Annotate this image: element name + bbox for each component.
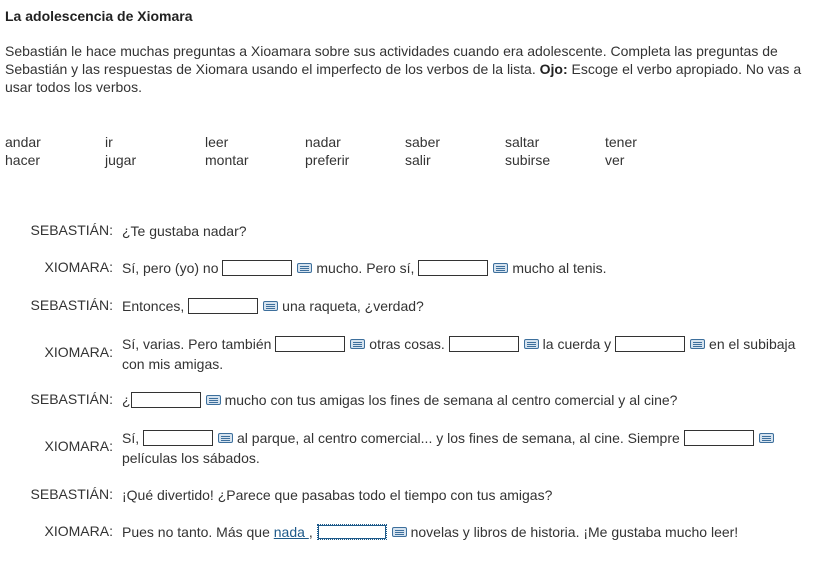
dialogue-text: la cuerda y — [542, 336, 616, 352]
verb-item: leer — [205, 134, 229, 150]
answer-input[interactable] — [131, 392, 201, 408]
dialogue-text: Pues no tanto. Más que — [122, 524, 274, 540]
dialogue-text: ¿Te gustaba nadar? — [122, 223, 247, 239]
answer-input[interactable] — [615, 336, 685, 352]
dialogue-line — [122, 334, 797, 374]
verb-item: subirse — [505, 152, 551, 168]
dialogue-text: ¿ — [122, 392, 131, 408]
verb-item: montar — [205, 152, 249, 168]
speaker-label: XIOMARA: — [44, 523, 113, 539]
verb-item: salir — [405, 152, 431, 168]
hint-link[interactable]: nada — [273, 524, 309, 540]
answer-input[interactable] — [449, 336, 519, 352]
keyboard-icon[interactable] — [218, 433, 233, 443]
verb-item: jugar — [105, 152, 137, 168]
verb-item: preferir — [305, 152, 350, 168]
instructions-text: Sebastián le hace muchas preguntas a Xioamara sobre sus actividades cuando era adolescente. Completa las preguntas de Sebastián y las respuestas de Xiomara usando el imperfecto de los verbos de la lista. — [5, 43, 778, 77]
dialogue-text: Sí, varias. Pero también — [122, 336, 276, 352]
verb-item: nadar — [305, 134, 341, 150]
verb-item: hacer — [5, 152, 41, 168]
instructions — [5, 42, 815, 96]
page-title: La adolescencia de Xiomara — [5, 8, 193, 24]
dialogue-text: Sí, — [122, 430, 144, 446]
dialogue-line — [122, 296, 424, 316]
verb-list — [5, 133, 705, 169]
keyboard-icon[interactable] — [350, 339, 365, 349]
dialogue-text: novelas y libros de historia. ¡Me gustaba mucho leer! — [410, 524, 739, 540]
dialogue-line — [122, 428, 797, 468]
speaker-label: SEBASTIÁN: — [30, 391, 113, 407]
answer-input[interactable] — [188, 298, 258, 314]
dialogue-line — [122, 258, 607, 278]
keyboard-icon[interactable] — [690, 339, 705, 349]
dialogue-line — [122, 221, 247, 241]
dialogue-text: al parque, al centro comercial... y los fines de semana, al cine. Siempre — [237, 430, 684, 446]
dialogue-text: , — [308, 524, 317, 540]
verb-item: ver — [605, 152, 625, 168]
dialogue-text: Sí, pero (yo) no — [122, 260, 223, 276]
keyboard-icon[interactable] — [206, 395, 221, 405]
verb-item: tener — [605, 134, 637, 150]
speaker-label: SEBASTIÁN: — [30, 297, 113, 313]
speaker-label: XIOMARA: — [44, 259, 113, 275]
dialogue-line — [122, 485, 552, 505]
dialogue-line — [122, 522, 738, 542]
dialogue-text: ¡Qué divertido! ¿Parece que pasabas todo el tiempo con tus amigas? — [122, 487, 553, 503]
dialogue-text: mucho con tus amigas los fines de semana al centro comercial y al cine? — [224, 392, 678, 408]
keyboard-icon[interactable] — [524, 339, 539, 349]
instructions-tail: Escoge el verbo apropiado. No vas a usar todos los verbos. — [5, 61, 802, 95]
verb-item: ir — [105, 134, 113, 150]
dialogue-text: otras cosas. — [369, 336, 449, 352]
keyboard-icon[interactable] — [263, 301, 278, 311]
dialogue-text: una raqueta, ¿verdad? — [282, 298, 424, 314]
verb-item: saber — [405, 134, 441, 150]
verb-row — [5, 133, 705, 151]
answer-input[interactable] — [418, 260, 488, 276]
dialogue-line — [122, 390, 677, 410]
dialogue-text: mucho. Pero sí, — [316, 260, 419, 276]
keyboard-icon[interactable] — [392, 527, 407, 537]
dialogue-text: en el subibaja con mis amigas. — [122, 336, 796, 372]
verb-row — [5, 151, 705, 169]
dialogue-text: películas los sábados. — [122, 450, 260, 466]
answer-input[interactable] — [275, 336, 345, 352]
keyboard-icon[interactable] — [297, 263, 312, 273]
dialogue-text: Entonces, — [122, 298, 189, 314]
verb-item: andar — [5, 134, 41, 150]
answer-input[interactable] — [317, 524, 387, 540]
verb-item: saltar — [505, 134, 540, 150]
keyboard-icon[interactable] — [759, 433, 774, 443]
speaker-label: XIOMARA: — [44, 438, 113, 454]
answer-input[interactable] — [684, 430, 754, 446]
instructions-bold: Ojo: — [539, 61, 568, 77]
answer-input[interactable] — [222, 260, 292, 276]
speaker-label: SEBASTIÁN: — [30, 222, 113, 238]
keyboard-icon[interactable] — [493, 263, 508, 273]
speaker-label: XIOMARA: — [44, 344, 113, 360]
answer-input[interactable] — [143, 430, 213, 446]
dialogue-text: mucho al tenis. — [512, 260, 607, 276]
speaker-label: SEBASTIÁN: — [30, 486, 113, 502]
